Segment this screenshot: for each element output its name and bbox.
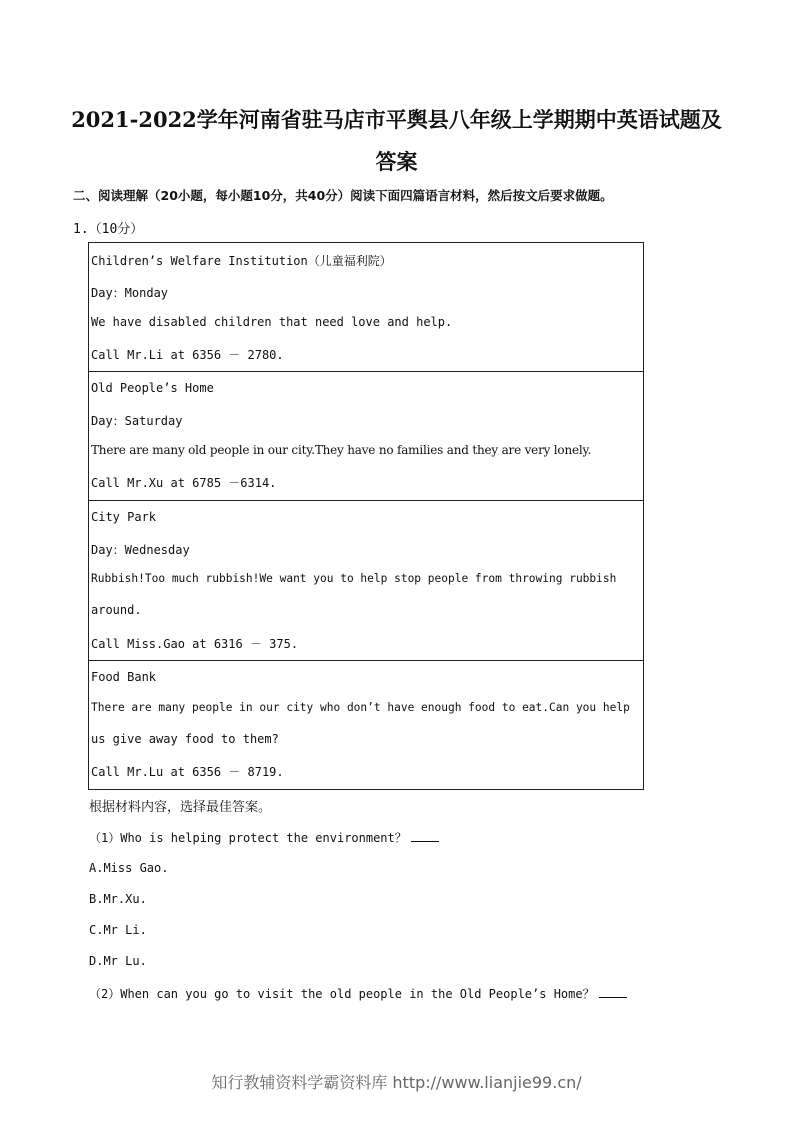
cell-line: Day：Wednesday <box>91 543 190 557</box>
document-title-line-2: 答案 <box>375 149 418 174</box>
question-1-stem <box>89 829 439 846</box>
section-heading: 二、阅读理解（20小题，每小题10分，共40分）阅读下面四篇语言材料，然后按文后要求做题。 <box>73 188 613 203</box>
cell-line: There are many people in our city who don’t have enough food to eat.Can you help <box>91 701 630 714</box>
table-cell-city-park <box>89 500 643 660</box>
cell-line: City Park <box>91 510 157 524</box>
cell-line: Day：Monday <box>91 286 169 300</box>
table-cell-old-peoples-home <box>89 371 643 500</box>
cell-line: There are many old people in our city.They have no families and they are very lonely. <box>91 443 592 457</box>
cell-line: We have disabled children that need love and help. <box>91 315 453 329</box>
option-a: A.Miss Gao. <box>89 861 169 875</box>
answer-blank-1[interactable] <box>411 829 439 842</box>
cell-line: Rubbish!Too much rubbish!We want you to help stop people from throwing rubbish <box>91 572 617 585</box>
document-title-line-1: 2021-2022学年河南省驻马店市平舆县八年级上学期期中英语试题及 <box>71 107 722 132</box>
passage-table <box>88 242 644 790</box>
cell-line: us give away food to them? <box>91 732 279 746</box>
table-cell-food-bank <box>89 660 643 789</box>
question-1-text: （1）Who is helping protect the environment？ <box>89 831 407 845</box>
cell-line: Old People’s Home <box>91 381 214 395</box>
cell-line: Call Mr.Xu at 6785 －6314. <box>91 476 277 490</box>
question-number: 1.（10分） <box>73 222 144 237</box>
option-d: D.Mr Lu. <box>89 954 147 968</box>
cell-line: around. <box>91 603 142 617</box>
question-2-stem <box>89 985 627 1002</box>
question-2-text: （2）When can you go to visit the old people in the Old People’s Home？ <box>89 987 595 1001</box>
footer-watermark: 知行教辅资料学霸资料库 http://www.lianjie99.cn/ <box>211 1073 582 1092</box>
table-cell-welfare <box>89 243 643 371</box>
cell-line: Children’s Welfare Institution（儿童福利院） <box>91 254 392 268</box>
cell-line: Call Mr.Lu at 6356 － 8719. <box>91 765 284 779</box>
cell-line: Call Miss.Gao at 6316 － 375. <box>91 637 299 651</box>
option-b: B.Mr.Xu. <box>89 892 147 906</box>
cell-line: Day：Saturday <box>91 414 183 428</box>
cell-line: Call Mr.Li at 6356 － 2780. <box>91 348 284 362</box>
answer-blank-2[interactable] <box>599 985 627 998</box>
option-c: C.Mr Li. <box>89 923 147 937</box>
cell-line: Food Bank <box>91 670 157 684</box>
instruction-text: 根据材料内容，选择最佳答案。 <box>89 800 272 815</box>
